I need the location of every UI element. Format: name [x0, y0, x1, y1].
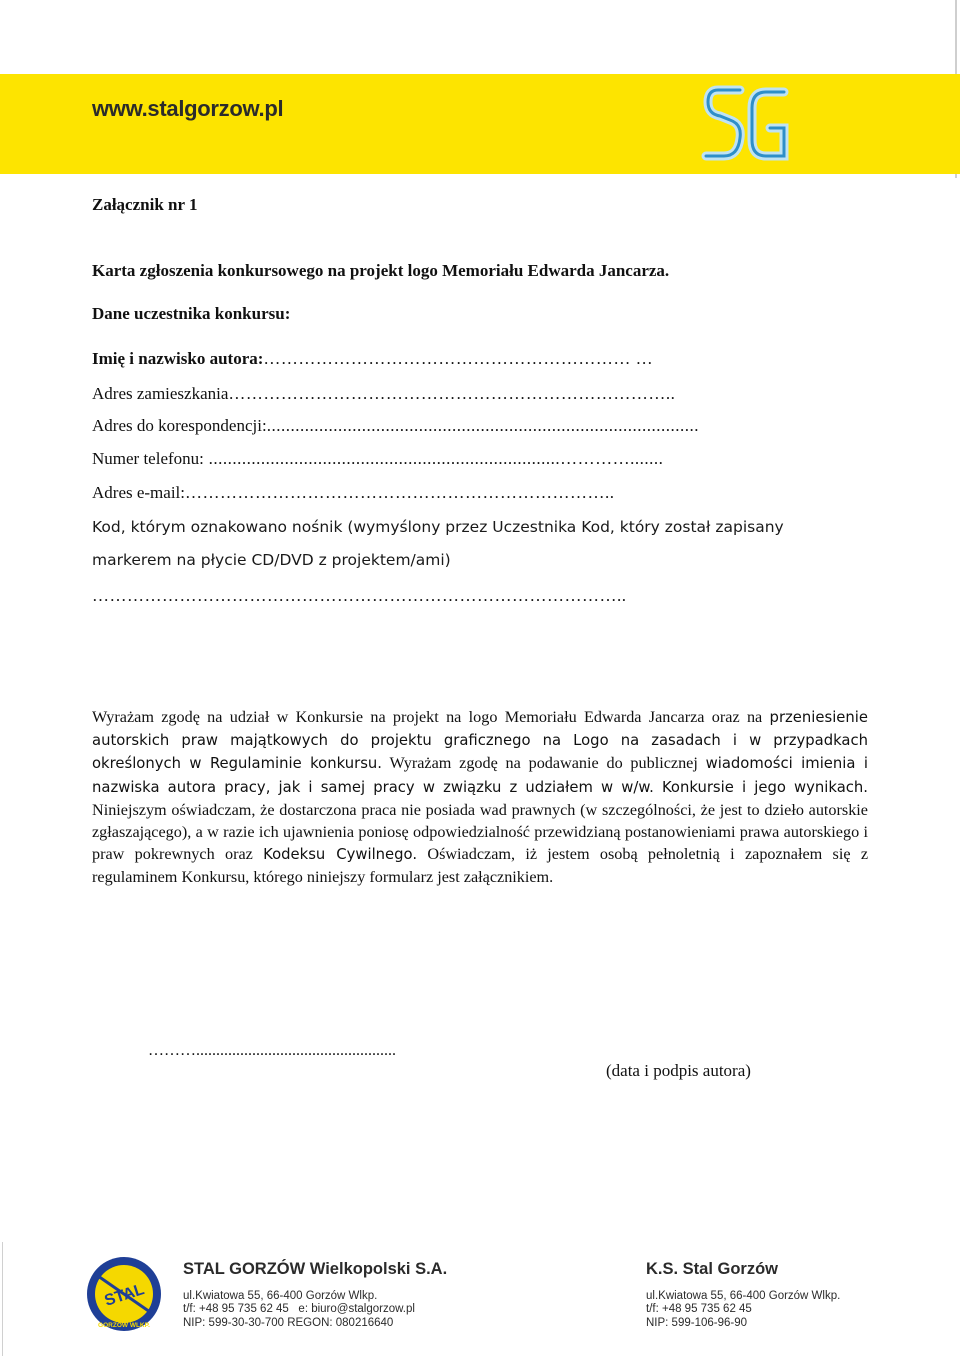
code-field[interactable]: ………………………………………………………………………………..: [92, 586, 627, 605]
section-label: Dane uczestnika konkursu:: [92, 304, 291, 323]
club-logo-arc: GORZÓW WLKP.: [98, 1322, 150, 1329]
address-row: [92, 384, 675, 404]
consent-part-1: Wyrażam zgodę na udział w Konkursie na projekt na logo Memoriału Edwarda Jancarza oraz na: [92, 708, 763, 726]
header-band: [0, 74, 960, 174]
address-label: Adres zamieszkania: [92, 384, 229, 403]
name-label: Imię i nazwisko autora:: [92, 349, 264, 368]
sg-logo-icon: [700, 76, 790, 172]
consent-part-2: przeniesienie autorskich praw majątkowych do projektu graficznego na Logo na zasadach i w przypadkach określonych w Regulaminie konkursu.: [92, 709, 869, 773]
card-title: Karta zgłoszenia konkursowego na projekt logo Memoriału Edwarda Jancarza.: [92, 261, 670, 280]
email-field[interactable]: ………………………………………………………………..: [185, 483, 615, 502]
attachment-heading: Załącznik nr 1: [92, 195, 198, 214]
email-label: Adres e-mail:: [92, 483, 185, 502]
signature-label: (data i podpis autora): [606, 1061, 751, 1080]
correspondence-field[interactable]: ...........................................................................................: [266, 416, 699, 435]
company-contact: [183, 1303, 415, 1315]
club-nip: NIP: 599-106-96-90: [646, 1317, 748, 1329]
phone-row: [92, 449, 663, 469]
consent-part-3: Wyrażam zgodę na podawanie do publicznej: [389, 754, 698, 773]
club-logo-word: STAL: [102, 1281, 147, 1310]
footer-edge-line: [2, 1242, 3, 1356]
name-row: [92, 349, 653, 369]
club-logo: [84, 1254, 164, 1334]
phone-field[interactable]: ..........................................................................………….......: [203, 449, 664, 468]
company-name: STAL GORZÓW Wielkopolski S.A.: [183, 1260, 448, 1278]
code-description-line1: Kod, którym oznakowano nośnik (wymyślony przez Uczestnika Kod, który został zapisany: [92, 518, 784, 536]
club-phone: t/f: +48 95 735 62 45: [646, 1303, 752, 1315]
club-address: ul.Kwiatowa 55, 66-400 Gorzów Wlkp.: [646, 1290, 841, 1302]
signature-field[interactable]: ………..................................................: [148, 1042, 396, 1059]
company-email[interactable]: e: biuro@stalgorzow.pl: [298, 1303, 415, 1315]
consent-part-6: Kodeksu Cywilnego.: [263, 846, 418, 864]
correspondence-label: Adres do korespondencji:: [92, 416, 267, 435]
consent-part-4: wiadomości imienia i nazwiska autora pracy, jak i samej pracy w związku z udziałem w w/w. Konkursie i jego wynikach.: [92, 755, 868, 796]
header-url[interactable]: www.stalgorzow.pl: [92, 96, 284, 121]
club-name: K.S. Stal Gorzów: [646, 1260, 779, 1278]
consent-paragraph: [92, 706, 868, 889]
company-phone: t/f: +48 95 735 62 45: [183, 1303, 289, 1315]
consent-part-5: Niniejszym oświadczam, że dostarczona praca nie posiada wad prawnych (w szczególności, że jest to dzieło autorskie zgłaszającego), a w razie ich ujawnienia poniosę odpowiedzialność przewidzianą postanowieniami prawa autorskiego i praw pokrewnych oraz: [92, 800, 868, 864]
phone-label: Numer telefonu:: [92, 449, 204, 468]
correspondence-row: [92, 416, 699, 436]
name-field[interactable]: ……………………………………………………… …: [263, 349, 654, 368]
company-ids: NIP: 599-30-30-700 REGON: 080216640: [183, 1317, 394, 1329]
address-field[interactable]: …………………………………………………………………..: [228, 384, 676, 403]
company-address: ul.Kwiatowa 55, 66-400 Gorzów Wlkp.: [183, 1290, 378, 1302]
email-row: [92, 483, 615, 503]
consent-part-7: Oświadczam, iż jestem osobą pełnoletnią i zapoznałem się z regulaminem Konkursu, którego niniejszy formularz jest załącznikiem.: [92, 845, 869, 887]
code-description-line2: markerem na płycie CD/DVD z projektem/ami): [92, 551, 451, 569]
